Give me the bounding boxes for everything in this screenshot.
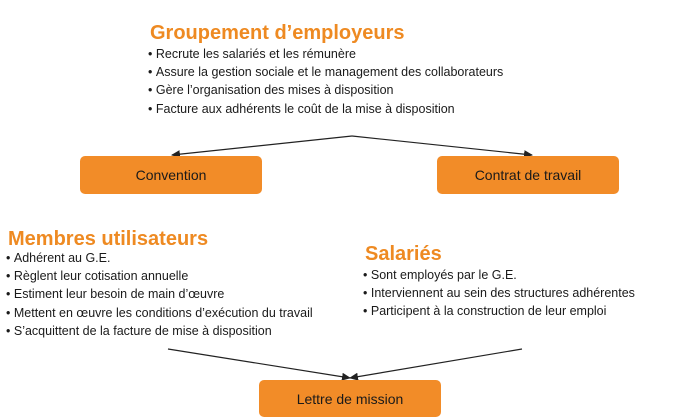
arrow-to-convention — [172, 136, 352, 155]
list-item: • S’acquittent de la facture de mise à disposition — [6, 322, 313, 340]
list-item: • Participent à la construction de leur emploi — [363, 302, 635, 320]
employer-group-title: Groupement d’employeurs — [150, 22, 405, 44]
list-item: • Recrute les salariés et les rémunère — [148, 45, 503, 63]
mission-letter-box: Lettre de mission — [259, 380, 441, 417]
list-item: • Facture aux adhérents le coût de la mise à disposition — [148, 100, 503, 118]
arrow-employees-to-mission — [350, 349, 522, 378]
list-item: • Adhérent au G.E. — [6, 249, 313, 267]
convention-box: Convention — [80, 156, 262, 194]
list-item: • Gère l’organisation des mises à disposition — [148, 81, 503, 99]
list-item: • Estiment leur besoin de main d’œuvre — [6, 285, 313, 303]
list-item: • Assure la gestion sociale et le management des collaborateurs — [148, 63, 503, 81]
employees-list — [363, 266, 635, 321]
member-users-list — [6, 249, 313, 340]
list-item: • Interviennent au sein des structures adhérentes — [363, 284, 635, 302]
employees-title: Salariés — [365, 243, 442, 265]
arrow-to-work-contract — [352, 136, 532, 155]
list-item: • Mettent en œuvre les conditions d’exécution du travail — [6, 304, 313, 322]
arrow-members-to-mission — [168, 349, 350, 378]
list-item: • Sont employés par le G.E. — [363, 266, 635, 284]
work-contract-box: Contrat de travail — [437, 156, 619, 194]
member-users-title: Membres utilisateurs — [8, 228, 209, 250]
list-item: • Règlent leur cotisation annuelle — [6, 267, 313, 285]
